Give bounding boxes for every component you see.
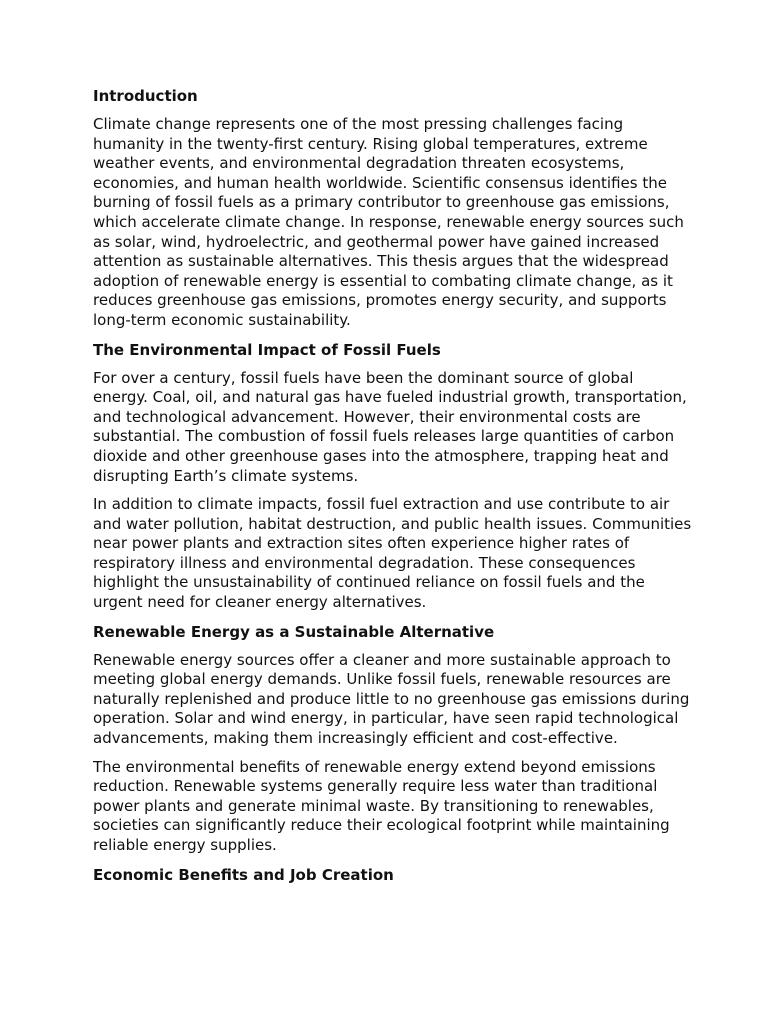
paragraph-fossil-fuels-pollution: In addition to climate impacts, fossil fuel extraction and use contribute to air and water pollution, habitat destruction, and public health issues. Communities near power plants and extraction sites often experience higher rates of respiratory illness and environmental degradation. These consequences highlight the unsustainability of continued reliance on fossil fuels and the urgent need for cleaner energy alternatives. xyxy=(93,495,692,612)
paragraph-fossil-fuels-dominance: For over a century, fossil fuels have been the dominant source of global energy. Coal, oil, and natural gas have fueled industrial growth, transportation, and technological advancement. However, their environmental costs are substantial. The combustion of fossil fuels releases large quantities of carbon dioxide and other greenhouse gases into the atmosphere, trapping heat and disrupting Earth’s climate systems. xyxy=(93,368,687,485)
paragraph-renewable-benefits: The environmental benefits of renewable energy extend beyond emissions reduction. Renewable systems generally require less water than traditional power plants and generate minimal waste. By transitioning to renewables, societies can significantly reduce their ecological footprint while maintaining reliable energy supplies. xyxy=(93,757,670,854)
heading-environmental-impact: The Environmental Impact of Fossil Fuels xyxy=(93,340,441,359)
heading-introduction: Introduction xyxy=(93,87,198,105)
document-page xyxy=(93,86,693,894)
heading-economic-benefits: Economic Benefits and Job Creation xyxy=(93,865,394,884)
heading-renewable-alternative: Renewable Energy as a Sustainable Alternative xyxy=(93,622,495,641)
paragraph-introduction: Climate change represents one of the most pressing challenges facing humanity in the twenty-first century. Rising global temperatures, extreme weather events, and environmental degradation threaten ecosystems, economies, and human health worldwide. Scientific consensus identifies the burning of fossil fuels as a primary contributor to greenhouse gas emissions, which accelerate climate change. In response, renewable energy sources such as solar, wind, hydroelectric, and geothermal power have gained increased attention as sustainable alternatives. This thesis argues that the widespread adoption of renewable energy is essential to combating climate change, as it reduces greenhouse gas emissions, promotes energy security, and supports long-term economic sustainability. xyxy=(93,115,684,329)
paragraph-renewable-sources: Renewable energy sources offer a cleaner and more sustainable approach to meeting global energy demands. Unlike fossil fuels, renewable resources are naturally replenished and produce little to no greenhouse gas emissions during operation. Solar and wind energy, in particular, have seen rapid technological advancements, making them increasingly efficient and cost-effective. xyxy=(93,650,690,748)
